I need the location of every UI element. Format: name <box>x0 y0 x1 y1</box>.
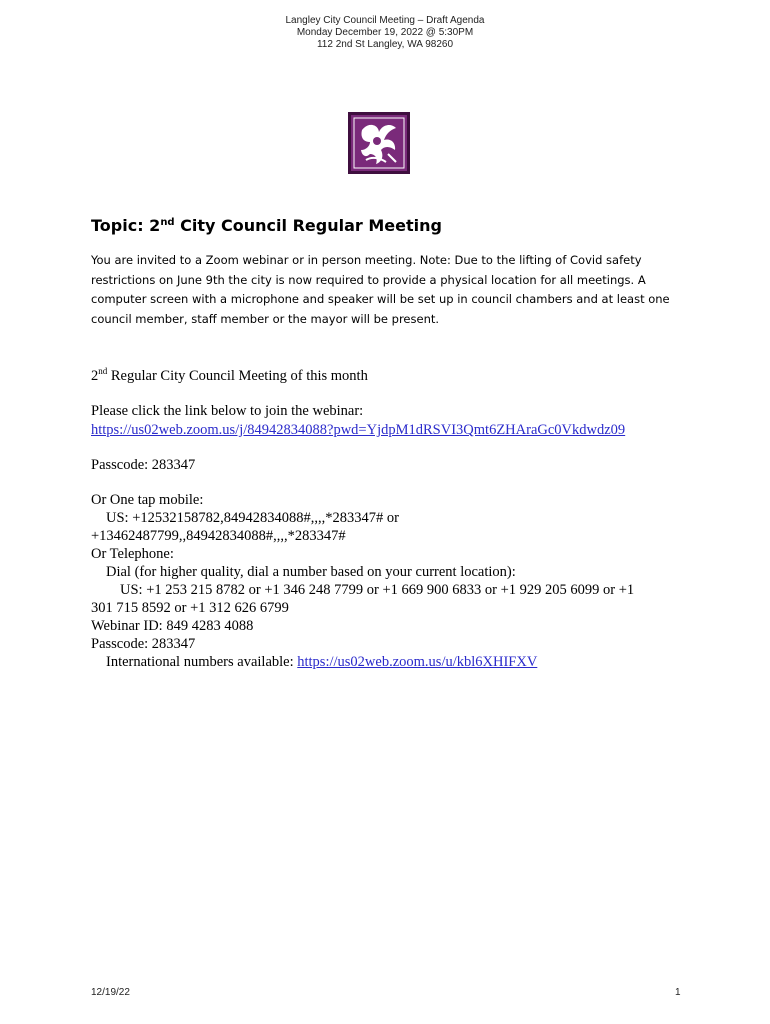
one-tap-us-2: +13462487799,,84942834088#,,,,*283347# <box>91 528 346 544</box>
topic-prefix: Topic: 2 <box>91 216 161 235</box>
dial-instructions: Dial (for higher quality, dial a number based on your current location): <box>106 564 516 580</box>
meeting-heading-sup: nd <box>98 366 108 376</box>
international-numbers-link[interactable]: https://us02web.zoom.us/u/kbl6XHIFXV <box>297 654 538 670</box>
meeting-heading-text: Regular City Council Meeting of this month <box>107 368 368 384</box>
meeting-heading-num: 2 <box>91 368 99 384</box>
telephone-label: Or Telephone: <box>91 546 174 562</box>
intro-paragraph <box>91 251 691 329</box>
webinar-join-link[interactable]: https://us02web.zoom.us/j/84942834088?pwd=YjdpM1dRSVI3Qmt6ZHAraGc0Vkdwdz09 <box>91 422 626 438</box>
us-numbers-line-1: US: +1 253 215 8782 or +1 346 248 7799 or +1 669 900 6833 or +1 929 205 6099 or +1 <box>120 582 635 598</box>
topic-suffix: City Council Regular Meeting <box>174 216 442 235</box>
international-label: International numbers available: <box>106 654 298 670</box>
one-tap-us: US: +12532158782,84942834088#,,,,*283347# or <box>106 510 399 526</box>
passcode: Passcode: 283347 <box>91 457 196 473</box>
header-title: Langley City Council Meeting – Draft Agenda <box>285 15 485 26</box>
intro-line: restrictions on June 9th the city is now required to provide a physical location for all meetings. A <box>91 272 646 287</box>
agenda-header <box>0 15 770 51</box>
meeting-heading <box>91 367 368 385</box>
intro-line: You are invited to a Zoom webinar or in person meeting. Note: Due to the lifting of Covid safety <box>91 253 642 267</box>
header-address: 112 2nd St Langley, WA 98260 <box>316 39 454 50</box>
header-date: Monday December 19, 2022 @ 5:30PM <box>296 27 474 38</box>
join-instructions: Please click the link below to join the webinar: <box>91 403 364 419</box>
footer-date: 12/19/22 <box>91 987 130 998</box>
one-tap-label: Or One tap mobile: <box>91 492 204 508</box>
topic-heading <box>91 214 442 238</box>
topic-superscript: nd <box>160 217 175 228</box>
intro-line: computer screen with a microphone and speaker will be set up in council chambers and at least one <box>91 292 670 306</box>
footer-page-number: 1 <box>675 987 681 998</box>
intro-line: council member, staff member or the mayor will be present. <box>91 311 440 326</box>
us-numbers-line-2: 301 715 8592 or +1 312 626 6799 <box>91 600 289 616</box>
webinar-id: Webinar ID: 849 4283 4088 <box>91 618 254 634</box>
passcode-2: Passcode: 283347 <box>91 636 196 652</box>
city-seal-logo <box>348 112 410 174</box>
international-numbers <box>91 653 537 671</box>
